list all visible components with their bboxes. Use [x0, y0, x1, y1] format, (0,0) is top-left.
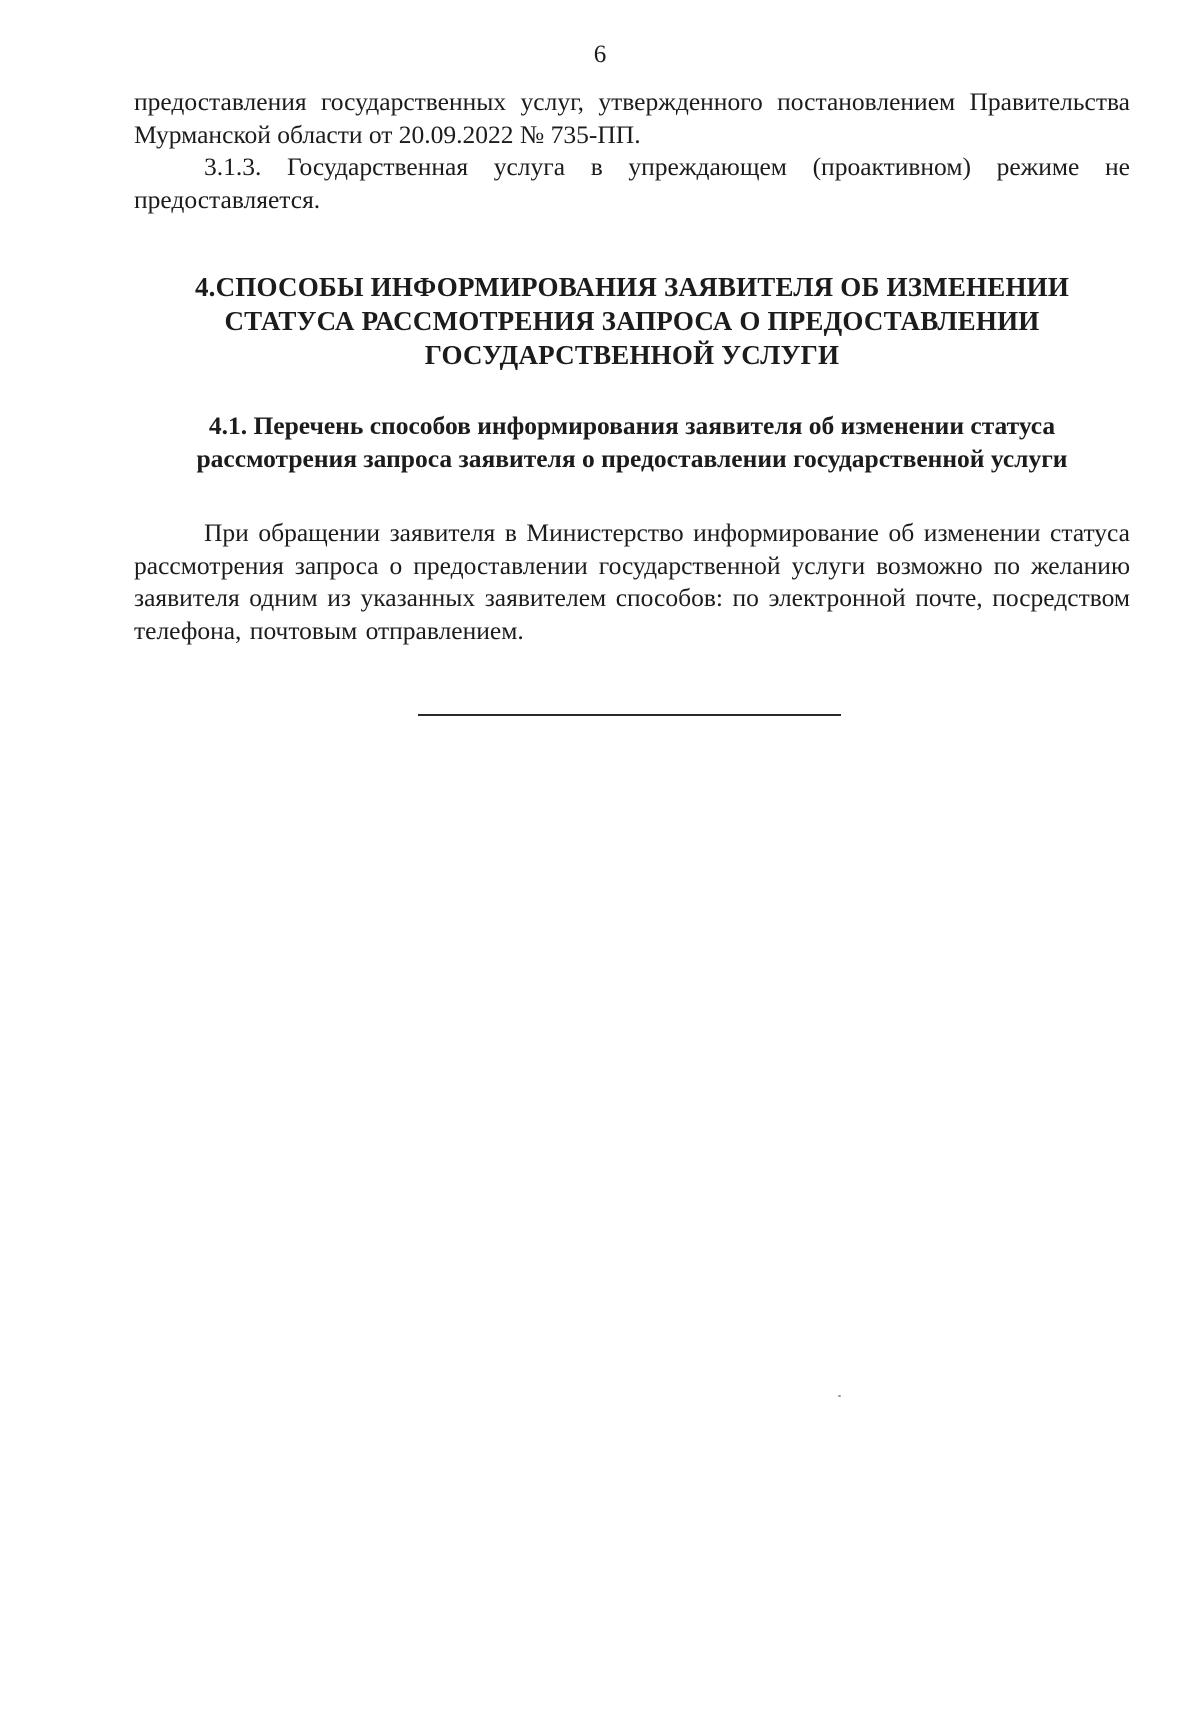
end-divider-line	[418, 714, 841, 716]
subsection-4-1-heading: 4.1. Перечень способов информирования заявителя об изменении статуса рассмотрения запроса заявителя о предоставлении государственной услуги	[196, 411, 1068, 473]
section-4-heading: 4.СПОСОБЫ ИНФОРМИРОВАНИЯ ЗАЯВИТЕЛЯ ОБ ИЗМЕНЕНИИ СТАТУСА РАССМОТРЕНИЯ ЗАПРОСА О ПРЕДОСТАВЛЕНИИ ГОСУДАРСТВЕННОЙ УСЛУГИ	[194, 272, 1070, 370]
scan-artifact-dot	[838, 1395, 841, 1397]
subsection-4-1-body: При обращении заявителя в Министерство информирование об изменении статуса рассмотрения запроса о предоставлении государственной услуги возможно по желанию заявителя одним из указанных заявителем способов: по электронной почте, посредством телефона, почтовым отправлением.	[134, 518, 1130, 645]
clause-3-1-3: 3.1.3. Государственная услуга в упреждающем (проактивном) режиме не предоставляется.	[134, 152, 1130, 214]
continuation-paragraph: предоставления государственных услуг, утвержденного постановлением Правительства Мурманской области от 20.09.2022 № 735-ПП.	[134, 87, 1130, 149]
page-number: 6	[593, 41, 607, 68]
document-body	[134, 86, 1130, 647]
